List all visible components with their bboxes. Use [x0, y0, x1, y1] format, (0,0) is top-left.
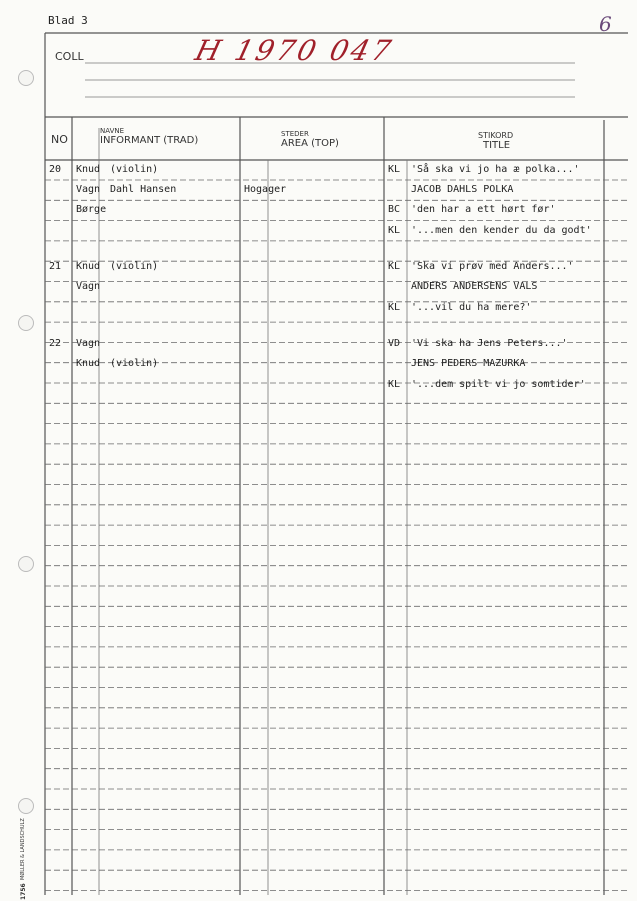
- header-no: NO: [51, 133, 68, 146]
- header-informant: INFORMANT (TRAD): [100, 135, 199, 146]
- punch-hole: [18, 315, 34, 331]
- informant-detail: (violin): [110, 261, 159, 272]
- punch-hole: [18, 556, 34, 572]
- informant-name: Vagn: [76, 338, 101, 349]
- page-number: 6: [599, 12, 612, 36]
- row-number: 20: [49, 164, 62, 175]
- row-number: 21: [49, 261, 62, 272]
- title-text: '...vil du ha mere?': [411, 302, 532, 313]
- title-code: KL: [388, 379, 401, 390]
- informant-name: Vagn: [76, 184, 101, 195]
- title-text: JENS PEDERS MAZURKA: [411, 358, 526, 369]
- header-title-sub: STIKORD: [478, 131, 514, 140]
- header-area: AREA (TOP): [281, 138, 339, 149]
- punch-hole: [18, 70, 34, 86]
- coll-label: COLL: [55, 50, 84, 63]
- informant-name: Børge: [76, 204, 107, 215]
- title-code: VD: [388, 338, 401, 349]
- sheet-label: Blad 3: [48, 14, 88, 27]
- informant-detail: (violin): [110, 164, 159, 175]
- title-code: KL: [388, 225, 401, 236]
- title-code: KL: [388, 302, 401, 313]
- title-text: JACOB DAHLS POLKA: [411, 184, 514, 195]
- title-code: KL: [388, 261, 401, 272]
- informant-name: Vagn: [76, 281, 101, 292]
- informant-name: Knud: [76, 261, 101, 272]
- title-text: ANDERS ANDERSENS VALS: [411, 281, 538, 292]
- punch-hole: [18, 798, 34, 814]
- title-text: 'Så ska vi jo ha æ polka...': [411, 164, 580, 175]
- title-text: 'Ska vi prøv med Anders...': [411, 261, 574, 272]
- header-title: TITLE: [483, 140, 511, 151]
- title-code: KL: [388, 164, 401, 175]
- form-number: 1756: [20, 883, 27, 900]
- printer-mark: MØLLER & LANDSCHULZ: [20, 818, 26, 880]
- informant-detail: (violin): [110, 358, 159, 369]
- area-name: Hogager: [244, 184, 287, 195]
- row-number: 22: [49, 338, 62, 349]
- title-text: '...dem spilt vi jo somtider': [411, 379, 586, 390]
- header-area-sub: STEDER: [281, 130, 309, 138]
- header-informant-sub: NAVNE: [100, 127, 125, 135]
- informant-detail: Dahl Hansen: [110, 184, 177, 195]
- title-text: 'den har a ett hørt før': [411, 204, 556, 215]
- title-code: BC: [388, 204, 401, 215]
- informant-name: Knud: [76, 358, 101, 369]
- title-text: '...men den kender du da godt': [411, 225, 592, 236]
- accession-number: H 1970 047: [191, 34, 398, 67]
- informant-name: Knud: [76, 164, 101, 175]
- title-text: 'Vi ska ha Jens Peters...': [411, 338, 568, 349]
